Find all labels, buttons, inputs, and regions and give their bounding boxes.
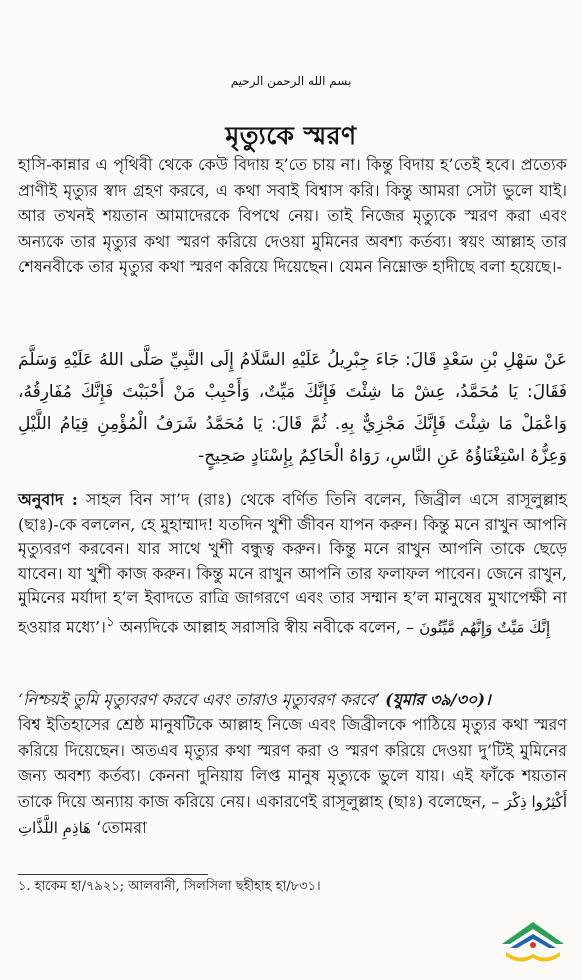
translation-text: সাহল বিন সা’দ (রাঃ) থেকে বর্ণিত তিনি বলেন, জিব্রীল এসে রাসূলুল্লাহ (ছাঃ)-কে বললেন, হে মুহাম্মাদ! যতদিন খুশী জীবন যাপন করুন। কিন্তু মনে রাখুন আপনি মৃত্যুবরণ করবেন। যার সাথে খুশী বন্ধুত্ব করুন। কিন্তু মনে রাখুন আপনি তাকে ছেড়ে যাবেন। যা খুশী কাজ করুন। কিন্তু মনে রাখুন আপনি তার ফলাফল পাবেন। জেনে রাখুন, মুমিনের মর্যাদা হ’ল ইবাদতে রাত্রি জাগরণে এবং তার সম্মান হ’ল মানুষের মুখাপেক্ষী না হওয়ার মধ্যে’।	[18, 490, 568, 636]
quran-verse-arabic: إِنَّكَ مَيِّتٌ وَإِنَّهُم مَّيِّتُونَ	[419, 617, 551, 636]
footnote: ১. হাকেম হা/৭৯২১; আলবানী, সিলসিলা ছহীহাহ হা/৮৩১।	[18, 879, 321, 894]
intro-text: হাসি-কান্নার এ পৃথিবী থেকে কেউ বিদায় হ’তে চায় না। কিন্তু বিদায় হ’তেই হবে। প্রত্যেক প্রাণীই মৃত্যুর স্বাদ গ্রহণ করবে, এ কথা সবাই বিশ্বাস করি। কিন্তু আমরা সেটা ভুলে যাই। আর তখনই শয়তান আমাদেরকে বিপথে নেয়। তাই নিজের মৃত্যুকে স্মরণ করা এবং অন্যকে তার মৃত্যুর কথা স্মরণ করিয়ে দেওয়া মুমিনের অবশ্য কর্তব্য। স্বয়ং আল্লাহ তার শেষনবীকে তার মৃত্যুর কথা স্মরণ করিয়ে দিয়েছেন। যেমন নিম্নোক্ত হাদীছে বলা হয়েছে।-	[18, 155, 567, 276]
verse-translation	[18, 688, 567, 712]
publisher-logo-icon	[496, 918, 570, 966]
footnote-marker: ১	[105, 614, 115, 630]
second-paragraph-tail: ‘তোমরা	[91, 818, 147, 837]
intro-paragraph	[18, 152, 567, 280]
second-paragraph	[18, 712, 567, 842]
footnote-divider	[18, 874, 208, 875]
hadith-arabic-text: عَنْ سَهْلِ بْنِ سَعْدٍ قَالَ: جَاءَ جِبْرِيلُ عَلَيْهِ السَّلَامُ إِلَى النَّبِيِّ صَلَّى اللهُ عَلَيْهِ وَسَلَّمَ فَقَالَ: يَا مُحَمَّدُ، عِشْ مَا شِئْتَ فَإِنَّكَ مَيِّتٌ، وَأَحْبِبْ مَنْ أَحْبَبْتَ فَإِنَّكَ مُفَارِقُهُ، وَاعْمَلْ مَا شِئْتَ فَإِنَّكَ مَجْزِيٌّ بِهِ. ثُمَّ قَالَ: يَا مُحَمَّدُ شَرَفُ الْمُؤْمِنِ قِيَامُ اللَّيْلِ وَعِزُّهُ اسْتِغْنَاؤُهُ عَنِ النَّاسِ، رَوَاهُ الْحَاكِمُ بِإِسْنَادٍ صَحِيحٍ-	[18, 350, 567, 466]
translation-paragraph	[18, 488, 567, 639]
hadith-phrase-arabic: أَكْثِرُوا ذِكْرَ هَاذِمِ اللَّذَّاتِ	[18, 792, 567, 837]
page-title: মৃত্যুকে স্মরণ	[225, 121, 357, 150]
verse-reference: (যুমার ৩৯/৩০)।	[385, 690, 491, 709]
translation-label: অনুবাদ :	[18, 490, 78, 509]
verse-translation-text: ‘নিশ্চয়ই তুমি মৃত্যুবরণ করবে এবং তারাও মৃত্যুবরণ করবে’	[18, 690, 381, 709]
second-paragraph-text: বিশ্ব ইতিহাসের শ্রেষ্ঠ মানুষটিকে আল্লাহ নিজে এবং জিব্রীলকে পাঠিয়ে মৃত্যুর কথা স্মরণ করিয়ে দিয়েছেন। অতএব মৃত্যুর কথা স্মরণ করা ও স্মরণ করিয়ে দেওয়া দু’টিই মুমিনের জন্য অবশ্য কর্তব্য। কেননা দুনিয়ায় লিপ্ত মানুষ মৃত্যুকে ভুলে যায়। এই ফাঁকে শয়তান তাকে দিয়ে অন্যায় কাজ করিয়ে নেয়। একারণেই রাসূলুল্লাহ (ছাঃ) বলেছেন, –	[18, 715, 567, 811]
translation-text-after: অন্যদিকে আল্লাহ সরাসরি স্বীয় নবীকে বলেন, –	[114, 616, 415, 636]
bismillah-heading: بسم الله الرحمن الرحيم	[230, 74, 352, 88]
